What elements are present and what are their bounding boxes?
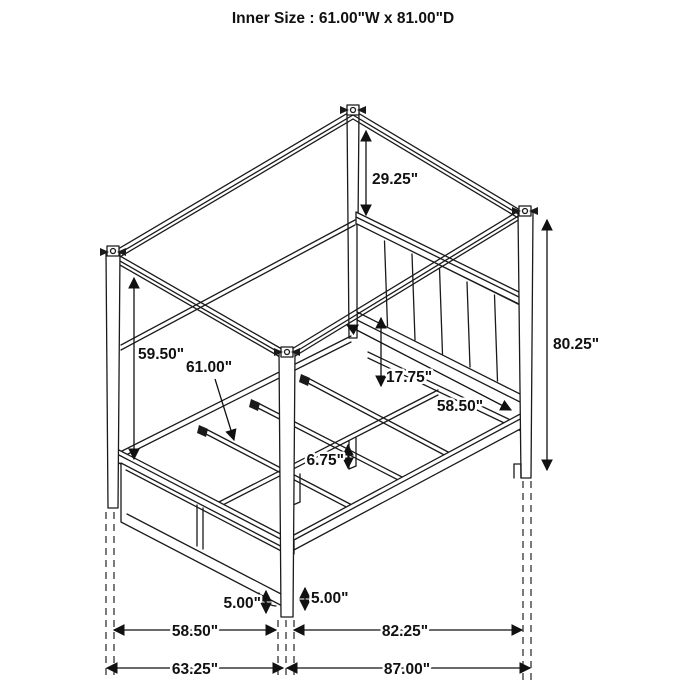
upper-side-rail bbox=[121, 220, 355, 350]
label-82-25-bottom: 82.25" bbox=[381, 623, 429, 640]
label-29-25: 29.25" bbox=[372, 171, 419, 188]
label-59-50: 59.50" bbox=[138, 346, 185, 363]
label-17-75: 17.75" bbox=[386, 369, 433, 386]
label-80-25: 80.25" bbox=[553, 336, 600, 353]
label-87-00: 87.00" bbox=[383, 661, 431, 678]
slat-2 bbox=[249, 399, 404, 483]
label-5-00-left: 5.00" bbox=[223, 595, 261, 612]
front-post bbox=[279, 352, 295, 617]
label-58-50-inner: 58.50" bbox=[436, 398, 484, 415]
inner-size-title: Inner Size : 61.00"W x 81.00"D bbox=[231, 10, 455, 27]
footboard-drawers bbox=[117, 449, 294, 611]
near-side-rail bbox=[292, 412, 524, 551]
label-5-00-right: 5.00" bbox=[311, 590, 349, 607]
label-61-00: 61.00" bbox=[186, 359, 233, 376]
label-63-25: 63.25" bbox=[171, 661, 219, 678]
left-post bbox=[106, 252, 120, 508]
label-58-50-bottom: 58.50" bbox=[171, 623, 219, 640]
label-6-75: 6.75" bbox=[306, 452, 344, 469]
